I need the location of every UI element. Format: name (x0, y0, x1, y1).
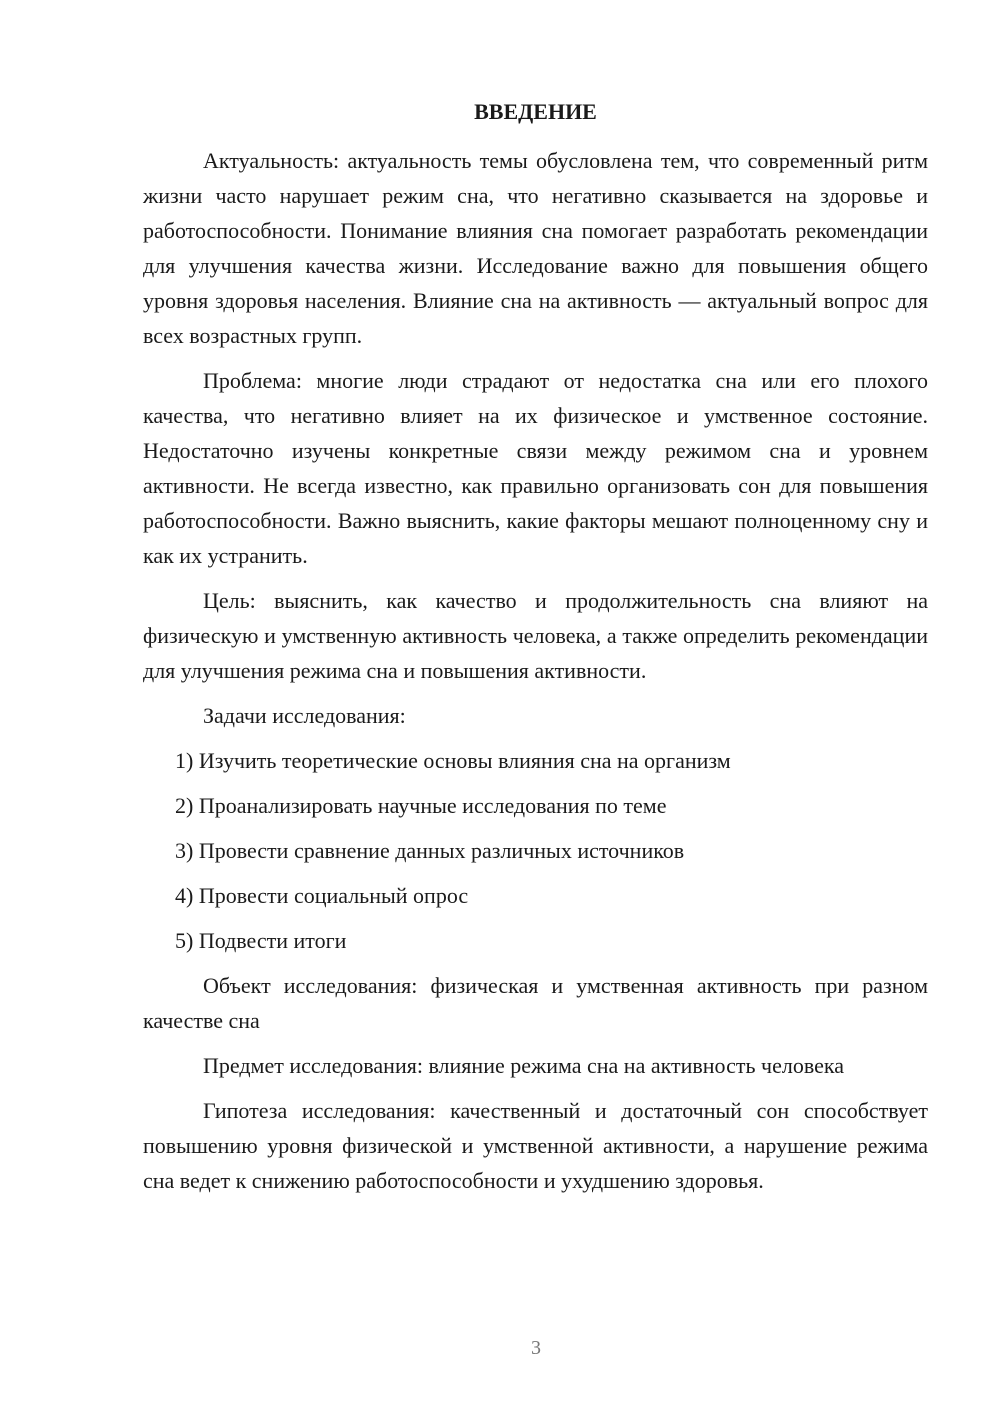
task-item-2: 2) Проанализировать научные исследования по теме (175, 793, 667, 818)
task-item-3: 3) Провести сравнение данных различных источников (175, 838, 685, 863)
relevance-paragraph: Актуальность: актуальность темы обусловлена тем, что современный ритм жизни часто нарушает режим сна, что негативно сказывается на здоровье и работоспособности. Понимание влияния сна помогает разработать рекомендации для улучшения качества жизни. Исследование важно для повышения общего уровня здоровья населения. Влияние сна на активность — актуальный вопрос для всех возрастных групп. (143, 148, 928, 348)
task-item-4: 4) Провести социальный опрос (175, 883, 469, 908)
tasks-heading: Задачи исследования: (203, 703, 406, 728)
hypothesis-paragraph: Гипотеза исследования: качественный и достаточный сон способствует повышению уровня физической и умственной активности, а нарушение режима сна ведет к снижению работоспособности и ухудшению здоровья. (143, 1098, 928, 1193)
task-item-1: 1) Изучить теоретические основы влияния сна на организм (175, 748, 731, 773)
goal-paragraph: Цель: выяснить, как качество и продолжительность сна влияют на физическую и умственную активность человека, а также определить рекомендации для улучшения режима сна и повышения активности. (143, 588, 928, 683)
object-paragraph: Объект исследования: физическая и умственная активность при разном качестве сна (143, 973, 928, 1033)
page-number: 3 (531, 1337, 541, 1359)
document-body (143, 143, 928, 1198)
task-item-5: 5) Подвести итоги (175, 928, 347, 953)
problem-paragraph: Проблема: многие люди страдают от недостатка сна или его плохого качества, что негативно влияет на их физическое и умственное состояние. Недостаточно изучены конкретные связи между режимом сна и уровнем активности. Не всегда известно, как правильно организовать сон для повышения работоспособности. Важно выяснить, какие факторы мешают полноценному сну и как их устранить. (143, 368, 928, 568)
subject-paragraph: Предмет исследования: влияние режима сна на активность человека (203, 1053, 844, 1078)
page-title: ВВЕДЕНИЕ (474, 99, 597, 124)
